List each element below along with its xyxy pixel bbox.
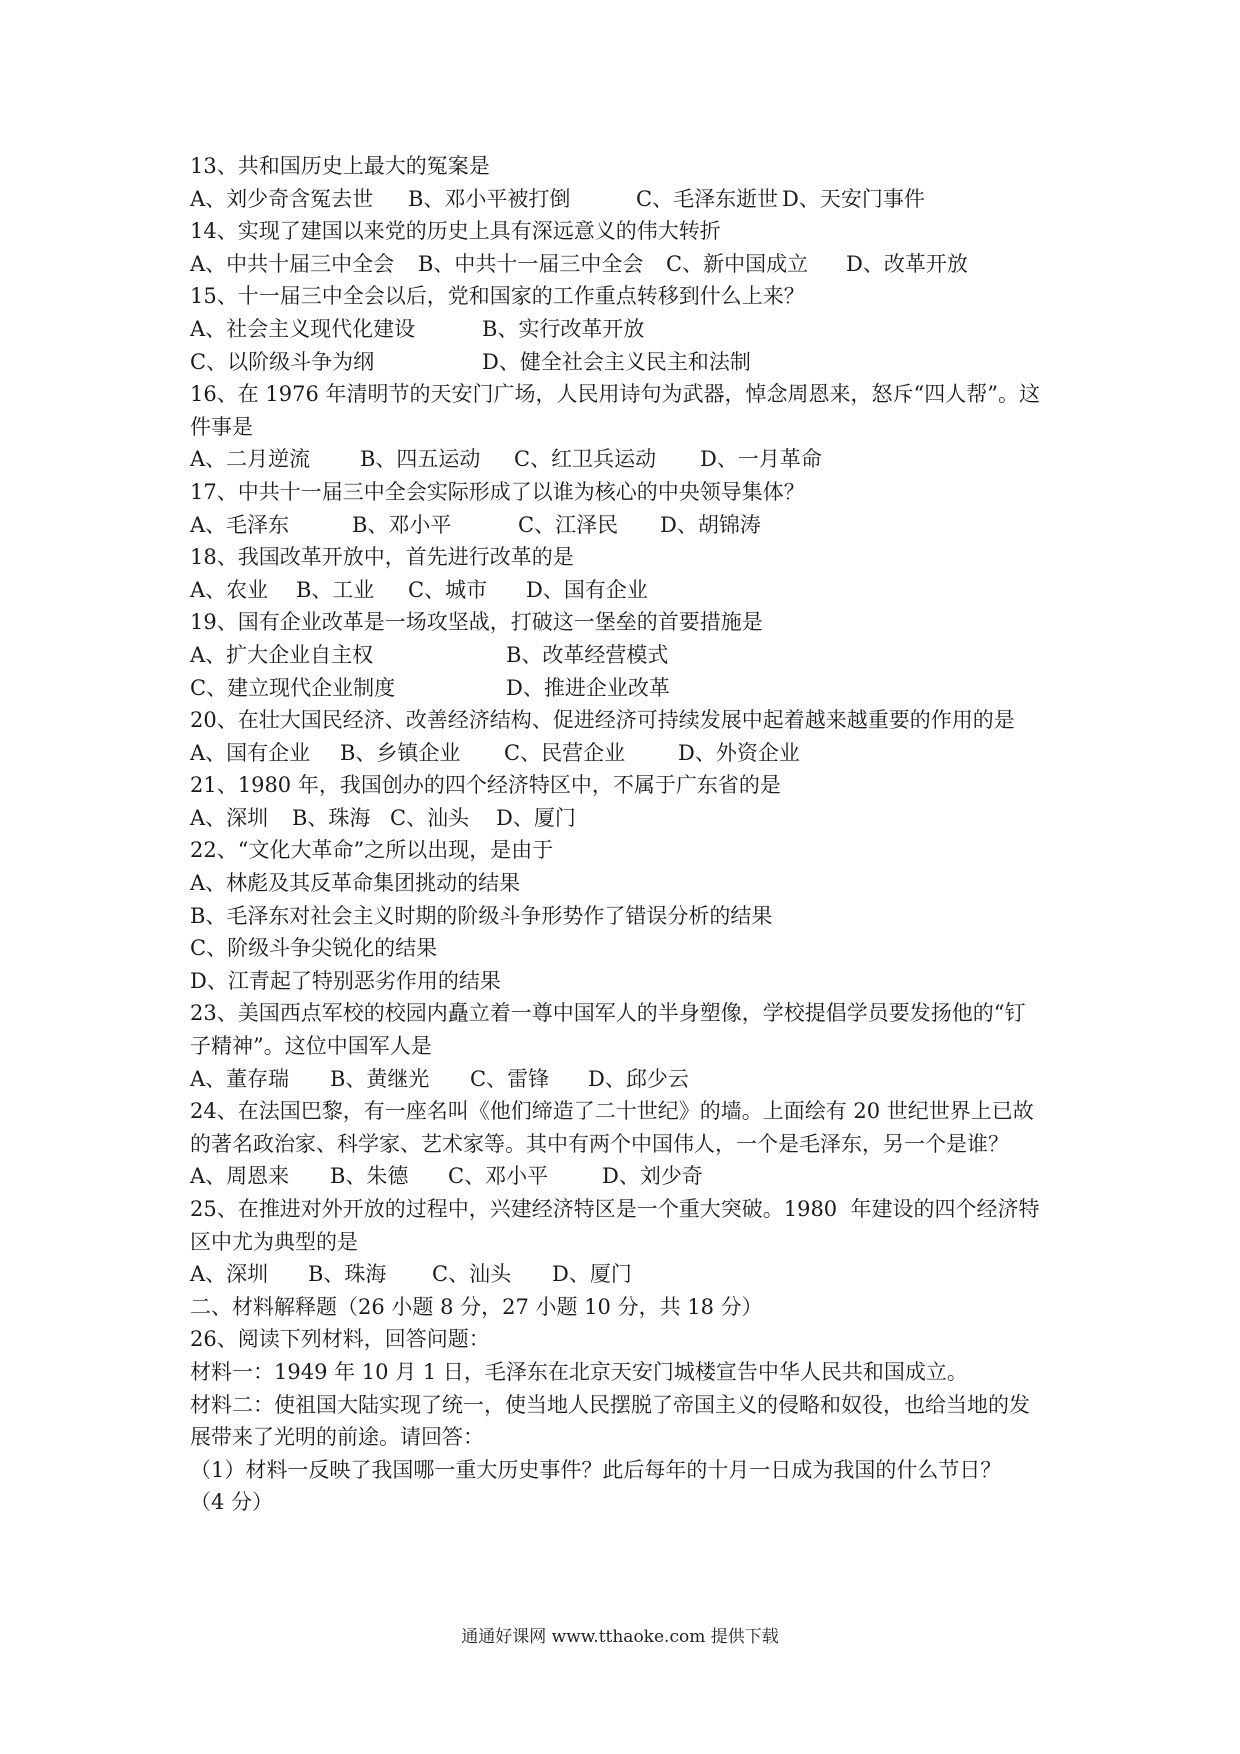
options-14 <box>190 248 1070 281</box>
options-19-row2 <box>190 672 1070 705</box>
question-26: 26、阅读下列材料，回答问题： <box>190 1327 490 1352</box>
option-b: B、中共十一届三中全会 <box>418 251 644 276</box>
option-a: A、深圳 <box>190 1262 269 1287</box>
option-d: D、改革开放 <box>846 251 968 276</box>
exam-content <box>190 150 1070 1519</box>
option-b: B、邓小平 <box>352 512 452 537</box>
material-2-line1: 材料二：使祖国大陆实现了统一，使当地人民摆脱了帝国主义的侵略和奴役，也给当地的发 <box>190 1392 1030 1417</box>
option-d: D、厦门 <box>496 805 576 830</box>
option-b: B、珠海 <box>292 805 371 830</box>
sub-question-1-line1: （1）材料一反映了我国哪一重大历史事件？此后每年的十月一日成为我国的什么节日？ <box>190 1457 1002 1482</box>
option-a: A、中共十届三中全会 <box>190 251 395 276</box>
question-22: 22、“文化大革命”之所以出现，是由于 <box>190 838 554 863</box>
option-d: D、推进企业改革 <box>506 675 670 700</box>
question-16-line2: 件事是 <box>190 414 253 439</box>
option-c: C、毛泽东逝世 <box>636 186 779 211</box>
section-2-title: 二、材料解释题（26 小题 8 分，27 小题 10 分，共 18 分） <box>190 1294 763 1319</box>
option-c: C、红卫兵运动 <box>514 447 657 472</box>
option-a: A、林彪及其反革命集团挑动的结果 <box>190 871 521 896</box>
option-c: C、雷锋 <box>470 1066 550 1091</box>
option-a: A、扩大企业自主权 <box>190 642 374 667</box>
options-16 <box>190 443 1070 476</box>
option-d: D、江青起了特别恶劣作用的结果 <box>190 968 501 993</box>
options-19-row1 <box>190 639 1070 672</box>
question-17: 17、中共十一届三中全会实际形成了以谁为核心的中央领导集体？ <box>190 479 805 504</box>
option-d: D、厦门 <box>552 1262 632 1287</box>
option-a: A、董存瑞 <box>190 1066 290 1091</box>
material-2-line2: 展带来了光明的前途。请回答： <box>190 1425 484 1450</box>
option-a: A、二月逆流 <box>190 447 311 472</box>
question-21: 21、1980 年，我国创办的四个经济特区中，不属于广东省的是 <box>190 773 781 798</box>
option-b: B、黄继光 <box>330 1066 430 1091</box>
question-19: 19、国有企业改革是一场攻坚战，打破这一堡垒的首要措施是 <box>190 610 763 635</box>
option-b: B、珠海 <box>308 1262 387 1287</box>
material-1: 材料一：1949 年 10 月 1 日，毛泽东在北京天安门城楼宣告中华人民共和国成立。 <box>190 1359 968 1384</box>
question-24-line1: 24、在法国巴黎，有一座名叫《他们缔造了二十世纪》的墙。上面绘有 20 世纪世界上已故 <box>190 1099 1034 1124</box>
question-18: 18、我国改革开放中，首先进行改革的是 <box>190 545 574 570</box>
question-16-line1: 16、在 1976 年清明节的天安门广场，人民用诗句为武器，悼念周恩来，怒斥“四人帮”。这 <box>190 382 1040 407</box>
option-b: B、乡镇企业 <box>340 740 461 765</box>
option-a: A、国有企业 <box>190 740 311 765</box>
option-a: A、毛泽东 <box>190 512 290 537</box>
options-18 <box>190 574 1070 607</box>
option-b: B、实行改革开放 <box>482 316 645 341</box>
option-c: C、汕头 <box>432 1262 512 1287</box>
option-c: C、以阶级斗争为纲 <box>190 349 375 374</box>
options-24 <box>190 1160 1070 1193</box>
option-c: C、汕头 <box>390 805 470 830</box>
question-20: 20、在壮大国民经济、改善经济结构、促进经济可持续发展中起着越来越重要的作用的是 <box>190 708 1015 733</box>
option-a: A、刘少奇含冤去世 <box>190 186 374 211</box>
question-23-line1: 23、美国西点军校的校园内矗立着一尊中国军人的半身塑像，学校提倡学员要发扬他的“钉 <box>190 1001 1026 1026</box>
options-21 <box>190 802 1070 835</box>
option-b: B、朱德 <box>330 1164 409 1189</box>
option-d: D、外资企业 <box>678 740 800 765</box>
question-14: 14、实现了建国以来党的历史上具有深远意义的伟大转折 <box>190 219 721 244</box>
question-15: 15、十一届三中全会以后，党和国家的工作重点转移到什么上来？ <box>190 284 805 309</box>
option-b: B、四五运动 <box>360 447 481 472</box>
option-d: D、天安门事件 <box>782 186 925 211</box>
options-15-row2 <box>190 346 1070 379</box>
option-c: C、邓小平 <box>448 1164 549 1189</box>
option-d: D、一月革命 <box>700 447 822 472</box>
option-c: C、建立现代企业制度 <box>190 675 396 700</box>
question-24-line2: 的著名政治家、科学家、艺术家等。其中有两个中国伟人，一个是毛泽东，另一个是谁？ <box>190 1131 1009 1156</box>
options-15-row1 <box>190 313 1070 346</box>
option-a: A、农业 <box>190 577 269 602</box>
page-footer: 通通好课网 www.tthaoke.com 提供下载 <box>461 1627 779 1647</box>
option-c: C、阶级斗争尖锐化的结果 <box>190 936 438 961</box>
option-a: A、深圳 <box>190 805 269 830</box>
option-d: D、胡锦涛 <box>660 512 761 537</box>
option-b: B、改革经营模式 <box>506 642 669 667</box>
options-25 <box>190 1258 1070 1291</box>
option-c: C、江泽民 <box>518 512 619 537</box>
option-d: D、健全社会主义民主和法制 <box>482 349 751 374</box>
option-d: D、邱少云 <box>588 1066 689 1091</box>
option-a: A、社会主义现代化建设 <box>190 316 416 341</box>
question-25-line1: 25、在推进对外开放的过程中，兴建经济特区是一个重大突破。1980 年建设的四个经济特 <box>190 1197 1040 1221</box>
option-d: D、国有企业 <box>526 577 648 602</box>
sub-question-1-line2: （4 分） <box>190 1490 274 1515</box>
option-c: C、新中国成立 <box>666 251 809 276</box>
option-c: C、城市 <box>408 577 488 602</box>
option-b: B、邓小平被打倒 <box>408 186 571 211</box>
question-25-line2: 区中尤为典型的是 <box>190 1229 358 1254</box>
option-c: C、民营企业 <box>504 740 626 765</box>
options-23 <box>190 1063 1070 1096</box>
question-13: 13、共和国历史上最大的冤案是 <box>190 154 490 178</box>
options-20 <box>190 737 1070 770</box>
option-b: B、毛泽东对社会主义时期的阶级斗争形势作了错误分析的结果 <box>190 903 773 928</box>
question-23-line2: 子精神”。这位中国军人是 <box>190 1034 432 1059</box>
option-d: D、刘少奇 <box>602 1164 703 1189</box>
options-13 <box>190 183 1070 216</box>
option-b: B、工业 <box>296 577 375 602</box>
option-a: A、周恩来 <box>190 1164 290 1189</box>
options-17 <box>190 509 1070 542</box>
